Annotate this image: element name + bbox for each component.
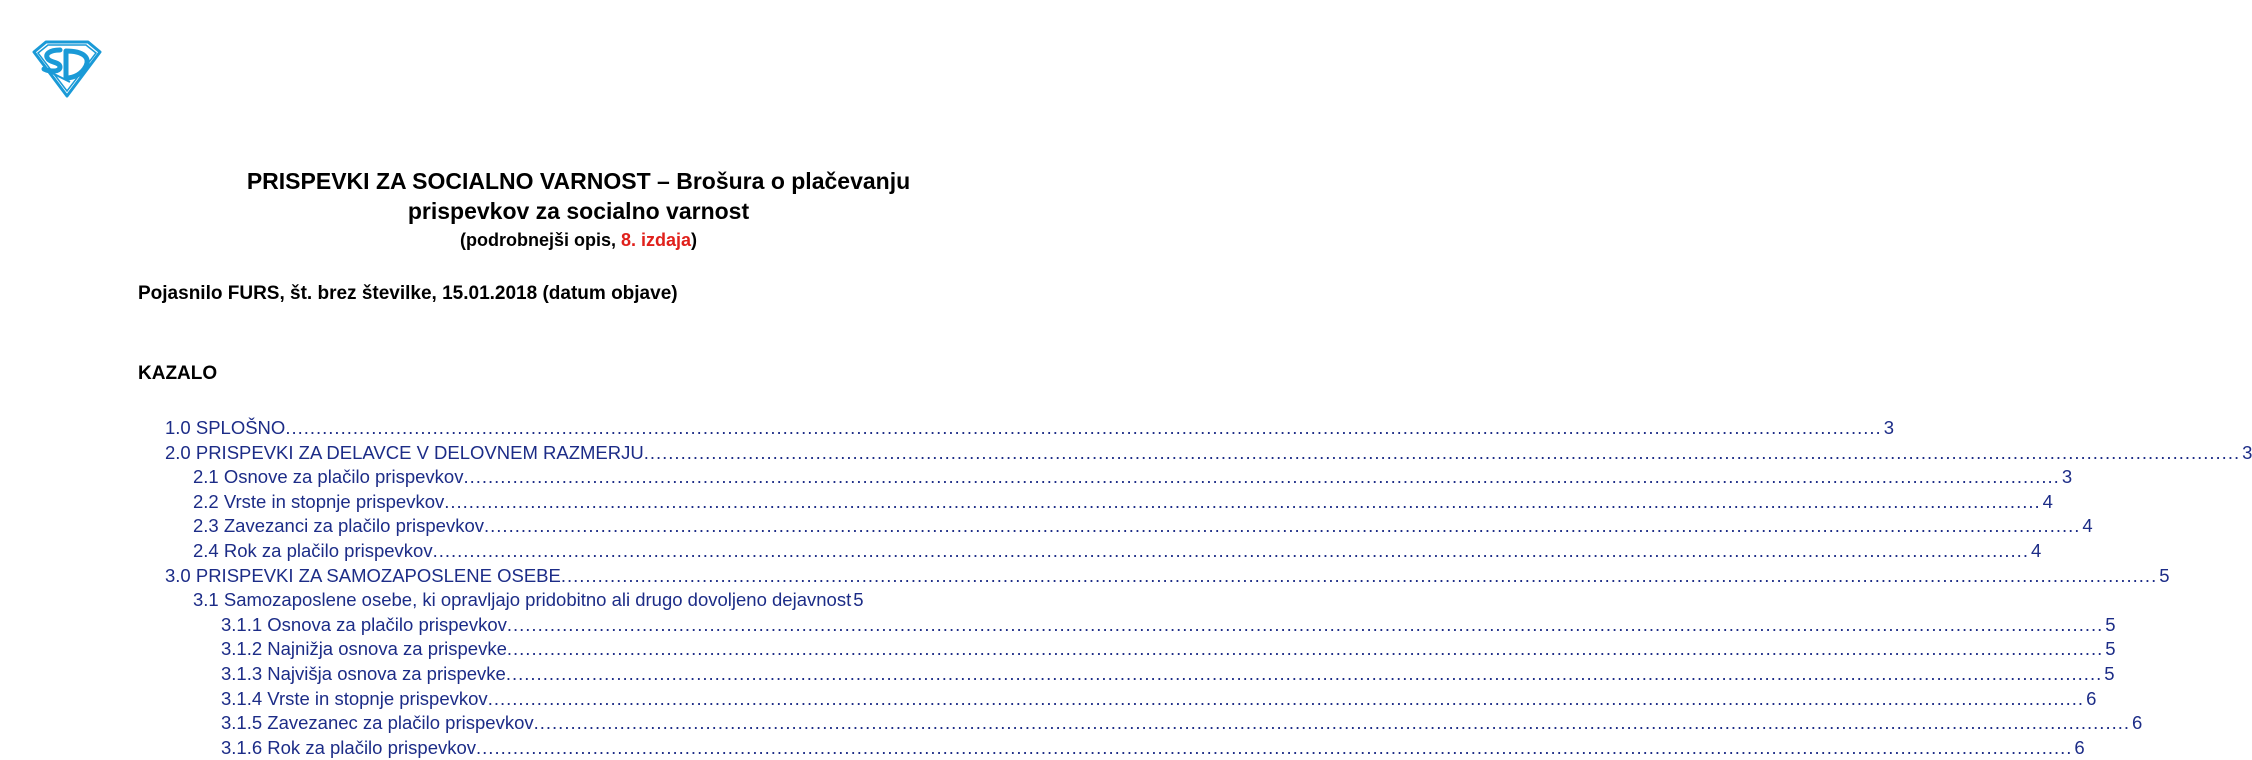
toc-entry[interactable] — [0, 687, 2097, 712]
sd-logo-icon — [30, 38, 104, 100]
toc-leader-dots: .................................................................................................................................................................................................................................................................... — [432, 539, 2029, 561]
toc-leader-dots: .................................................................................................................................................................................................................................................................... — [285, 417, 1882, 438]
toc-leader-dots: .................................................................................................................................................................................................................................................................... — [487, 687, 2085, 709]
toc-entry-page[interactable]: 5 — [2104, 662, 2115, 684]
toc-entry[interactable] — [0, 514, 2093, 539]
subtitle-prefix: (podrobnejši opis, — [459, 230, 621, 250]
toc-entry-page[interactable]: 5 — [2105, 638, 2116, 660]
toc-entry-page[interactable]: 6 — [2086, 687, 2097, 709]
toc-entry[interactable] — [0, 736, 2085, 760]
toc-entry-title[interactable]: 3.1.6 Rok za plačilo prispevkov — [221, 736, 477, 758]
toc-leader-dots: .................................................................................................................................................................................................................................................................... — [476, 736, 2073, 758]
toc-entry-title[interactable]: 3.0 PRISPEVKI ZA SAMOZAPOSLENE OSEBE — [165, 564, 561, 586]
toc-entry-title[interactable]: 2.1 Osnove za plačilo prispevkov — [193, 466, 464, 488]
subtitle-suffix: ) — [691, 230, 698, 250]
table-of-contents — [0, 416, 2252, 760]
toc-entry-page[interactable]: 5 — [2105, 613, 2116, 635]
document-title — [0, 166, 1157, 254]
toc-entry[interactable] — [0, 588, 1157, 613]
toc-entry[interactable] — [0, 441, 2252, 466]
toc-entry-page[interactable]: 5 — [853, 589, 864, 611]
toc-entry[interactable] — [0, 539, 2042, 564]
toc-leader-dots: .................................................................................................................................................................................................................................................................... — [484, 515, 2081, 537]
edition-label: 8. izdaja — [620, 230, 692, 250]
toc-entry[interactable] — [0, 637, 2116, 662]
toc-entry-title[interactable]: 3.1 Samozaposlene osebe, ki opravljajo pridobitno ali drugo dovoljeno dejavnost — [193, 589, 852, 611]
edition-subtitle — [0, 226, 1157, 254]
toc-leader-dots: .................................................................................................................................................................................................................................................................... — [533, 712, 2130, 734]
title-line-2: prispevkov za socialno varnost — [407, 198, 750, 224]
toc-entry[interactable] — [0, 613, 2116, 638]
toc-entry[interactable] — [0, 711, 2143, 736]
toc-entry[interactable] — [0, 465, 2073, 490]
toc-leader-dots: .................................................................................................................................................................................................................................................................... — [505, 662, 2103, 684]
toc-entry[interactable] — [0, 416, 1894, 441]
toc-leader-dots: .................................................................................................................................................................................................................................................................... — [560, 564, 2158, 586]
explanation-reference: Pojasnilo FURS, št. brez številke, 15.01.2018 (datum objave) — [138, 283, 678, 304]
toc-entry-page[interactable]: 3 — [1883, 417, 1894, 438]
toc-entry-page[interactable]: 4 — [2082, 515, 2093, 537]
toc-entry-page[interactable]: 4 — [2030, 539, 2042, 561]
toc-entry-title[interactable]: 3.1.2 Najnižja osnova za prispevke — [221, 638, 507, 660]
toc-leader-dots: .................................................................................................................................................................................................................................................................... — [463, 466, 2060, 488]
toc-entry-title[interactable]: 3.1.1 Osnova za plačilo prispevkov — [221, 613, 507, 635]
toc-entry-title[interactable]: 2.3 Zavezanci za plačilo prispevkov — [193, 515, 485, 537]
toc-entry-page[interactable]: 5 — [2159, 564, 2170, 586]
toc-entry-title[interactable]: 1.0 SPLOŠNO — [165, 417, 286, 438]
toc-leader-dots: .................................................................................................................................................................................................................................................................... — [444, 490, 2041, 512]
toc-entry-title[interactable]: 2.2 Vrste in stopnje prispevkov — [193, 490, 445, 512]
toc-entry-title[interactable]: 3.1.4 Vrste in stopnje prispevkov — [221, 687, 488, 709]
toc-entry-page[interactable]: 3 — [2061, 466, 2073, 488]
toc-entry[interactable] — [0, 490, 2053, 515]
toc-leader-dots: .................................................................................................................................................................................................................................................................... — [506, 613, 2104, 635]
toc-entry-title[interactable]: 2.4 Rok za plačilo prispevkov — [193, 539, 433, 561]
toc-entry-title[interactable]: 3.1.5 Zavezanec za plačilo prispevkov — [221, 712, 534, 734]
toc-entry-page[interactable]: 6 — [2132, 712, 2143, 734]
toc-entry-page[interactable]: 6 — [2074, 736, 2085, 758]
toc-entry-page[interactable]: 4 — [2042, 490, 2053, 512]
toc-leader-dots: .................................................................................................................................................................................................................................................................... — [643, 441, 2241, 463]
title-line-1: PRISPEVKI ZA SOCIALNO VARNOST – Brošura o plačevanju — [246, 168, 911, 194]
toc-entry[interactable] — [0, 662, 2115, 687]
toc-entry-title[interactable]: 2.0 PRISPEVKI ZA DELAVCE V DELOVNEM RAZMERJU — [165, 441, 644, 463]
toc-entry[interactable] — [0, 564, 2170, 589]
toc-entry-title[interactable]: 3.1.3 Najvišja osnova za prispevke — [221, 662, 506, 684]
toc-leader-dots: .................................................................................................................................................................................................................................................................... — [506, 638, 2104, 660]
toc-entry-page[interactable]: 3 — [2242, 441, 2252, 463]
toc-heading: KAZALO — [138, 363, 218, 384]
